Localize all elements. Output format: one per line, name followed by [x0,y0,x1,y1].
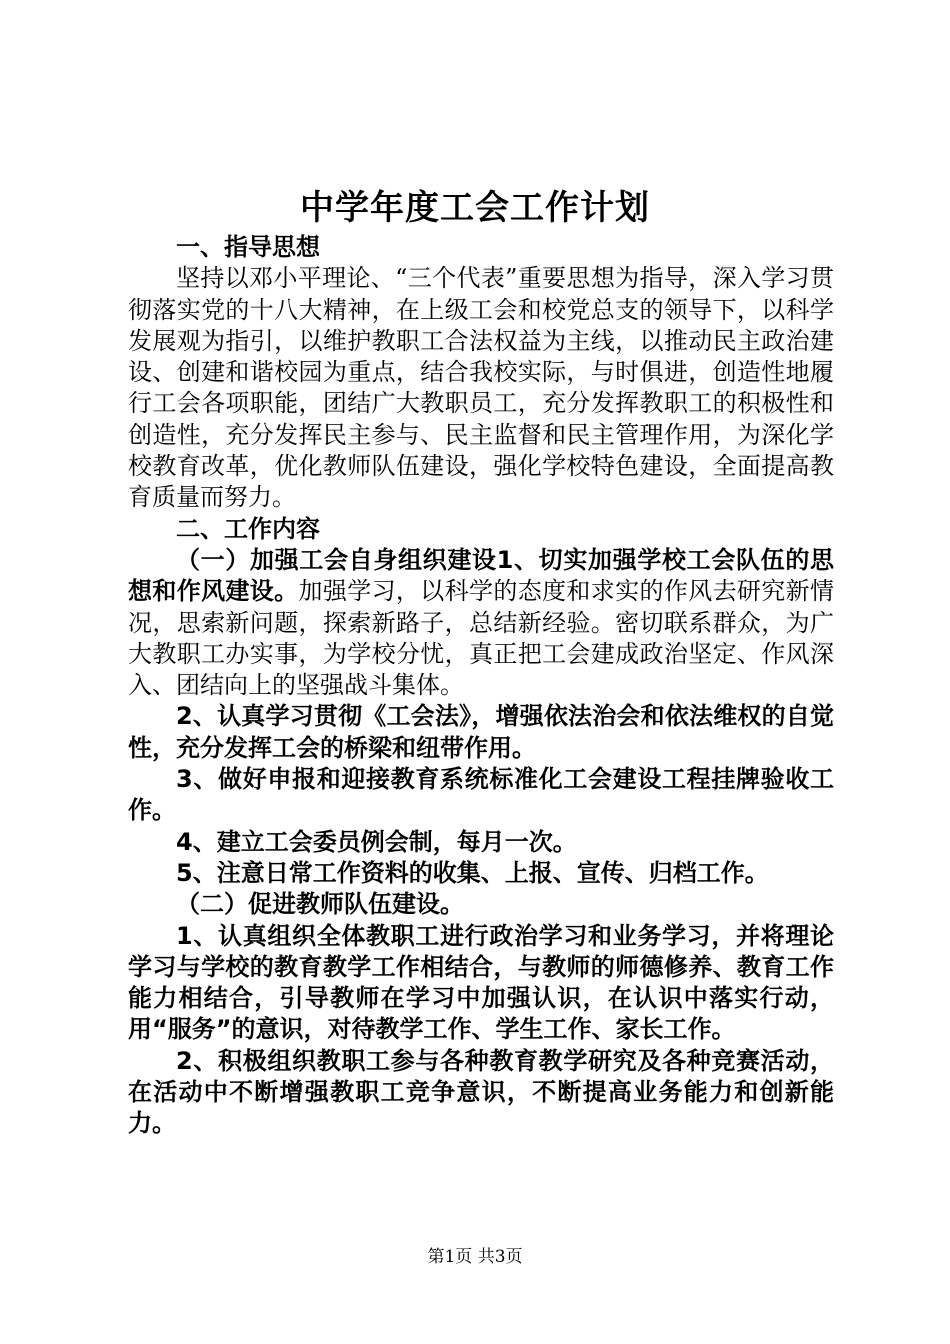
paragraph-item-5: 5、注意日常工作资料的收集、上报、宣传、归档工作。 [176,858,769,887]
page-number-footer: 第1页 共3页 [427,1247,523,1267]
section-heading-work-content: 二、工作内容 [176,514,320,543]
paragraph-org-building [128,545,834,701]
document-title: 中学年度工会工作计划 [300,188,650,228]
paragraph-teacher-2: 2、积极组织教职工参与各种教育教学研究及各种竞赛活动，在活动中不断增强教职工竞争意识，不断提高业务能力和创新能力。 [128,1046,834,1138]
paragraph-teacher-1: 1、认真组织全体教职工进行政治学习和业务学习，并将理论学习与学校的教育教学工作相结合，与教师的师德修养、教育工作能力相结合，引导教师在学习中加强认识，在认识中落实行动，用“服务”的意识，对待教学工作、学生工作、家长工作。 [128,921,834,1044]
paragraph-org-building-lead: （一）加强工会自身组织建设1、切实加强学校工会队伍的思想和作风建设。 [128,545,834,606]
section-heading-teacher-team: （二）促进教师队伍建设。 [176,890,464,919]
paragraph-item-3: 3、做好申报和迎接教育系统标准化工会建设工程挂牌验收工作。 [128,765,834,825]
paragraph-item-2: 2、认真学习贯彻《工会法》，增强依法治会和依法维权的自觉性，充分发挥工会的桥梁和纽带作用。 [128,702,834,762]
paragraph-item-4: 4、建立工会委员例会制，每月一次。 [176,827,577,856]
section-heading-guiding-thought: 一、指导思想 [176,233,320,261]
paragraph-guiding-thought: 坚持以邓小平理论、“三个代表”重要思想为指导，深入学习贯彻落实党的十八大精神，在上级工会和校党总支的领导下，以科学发展观为指引，以维护教职工合法权益为主线，以推动民主政治建设、创建和谐校园为重点，结合我校实际，与时俱进，创造性地履行工会各项职能，团结广大教职员工，充分发挥教职工的积极性和创造性，充分发挥民主参与、民主监督和民主管理作用，为深化学校教育改革，优化教师队伍建设，强化学校特色建设，全面提高教育质量而努力。 [128,264,834,512]
paragraph-org-building-body: 加强学习，以科学的态度和求实的作风去研究新情况，思索新问题，探索新路子，总结新经验。密切联系群众，为广大教职工办实事，为学校分忧，真正把工会建成政治坚定、作风深入、团结向上的坚强战斗集体。 [128,577,834,700]
document-body [128,232,834,1140]
